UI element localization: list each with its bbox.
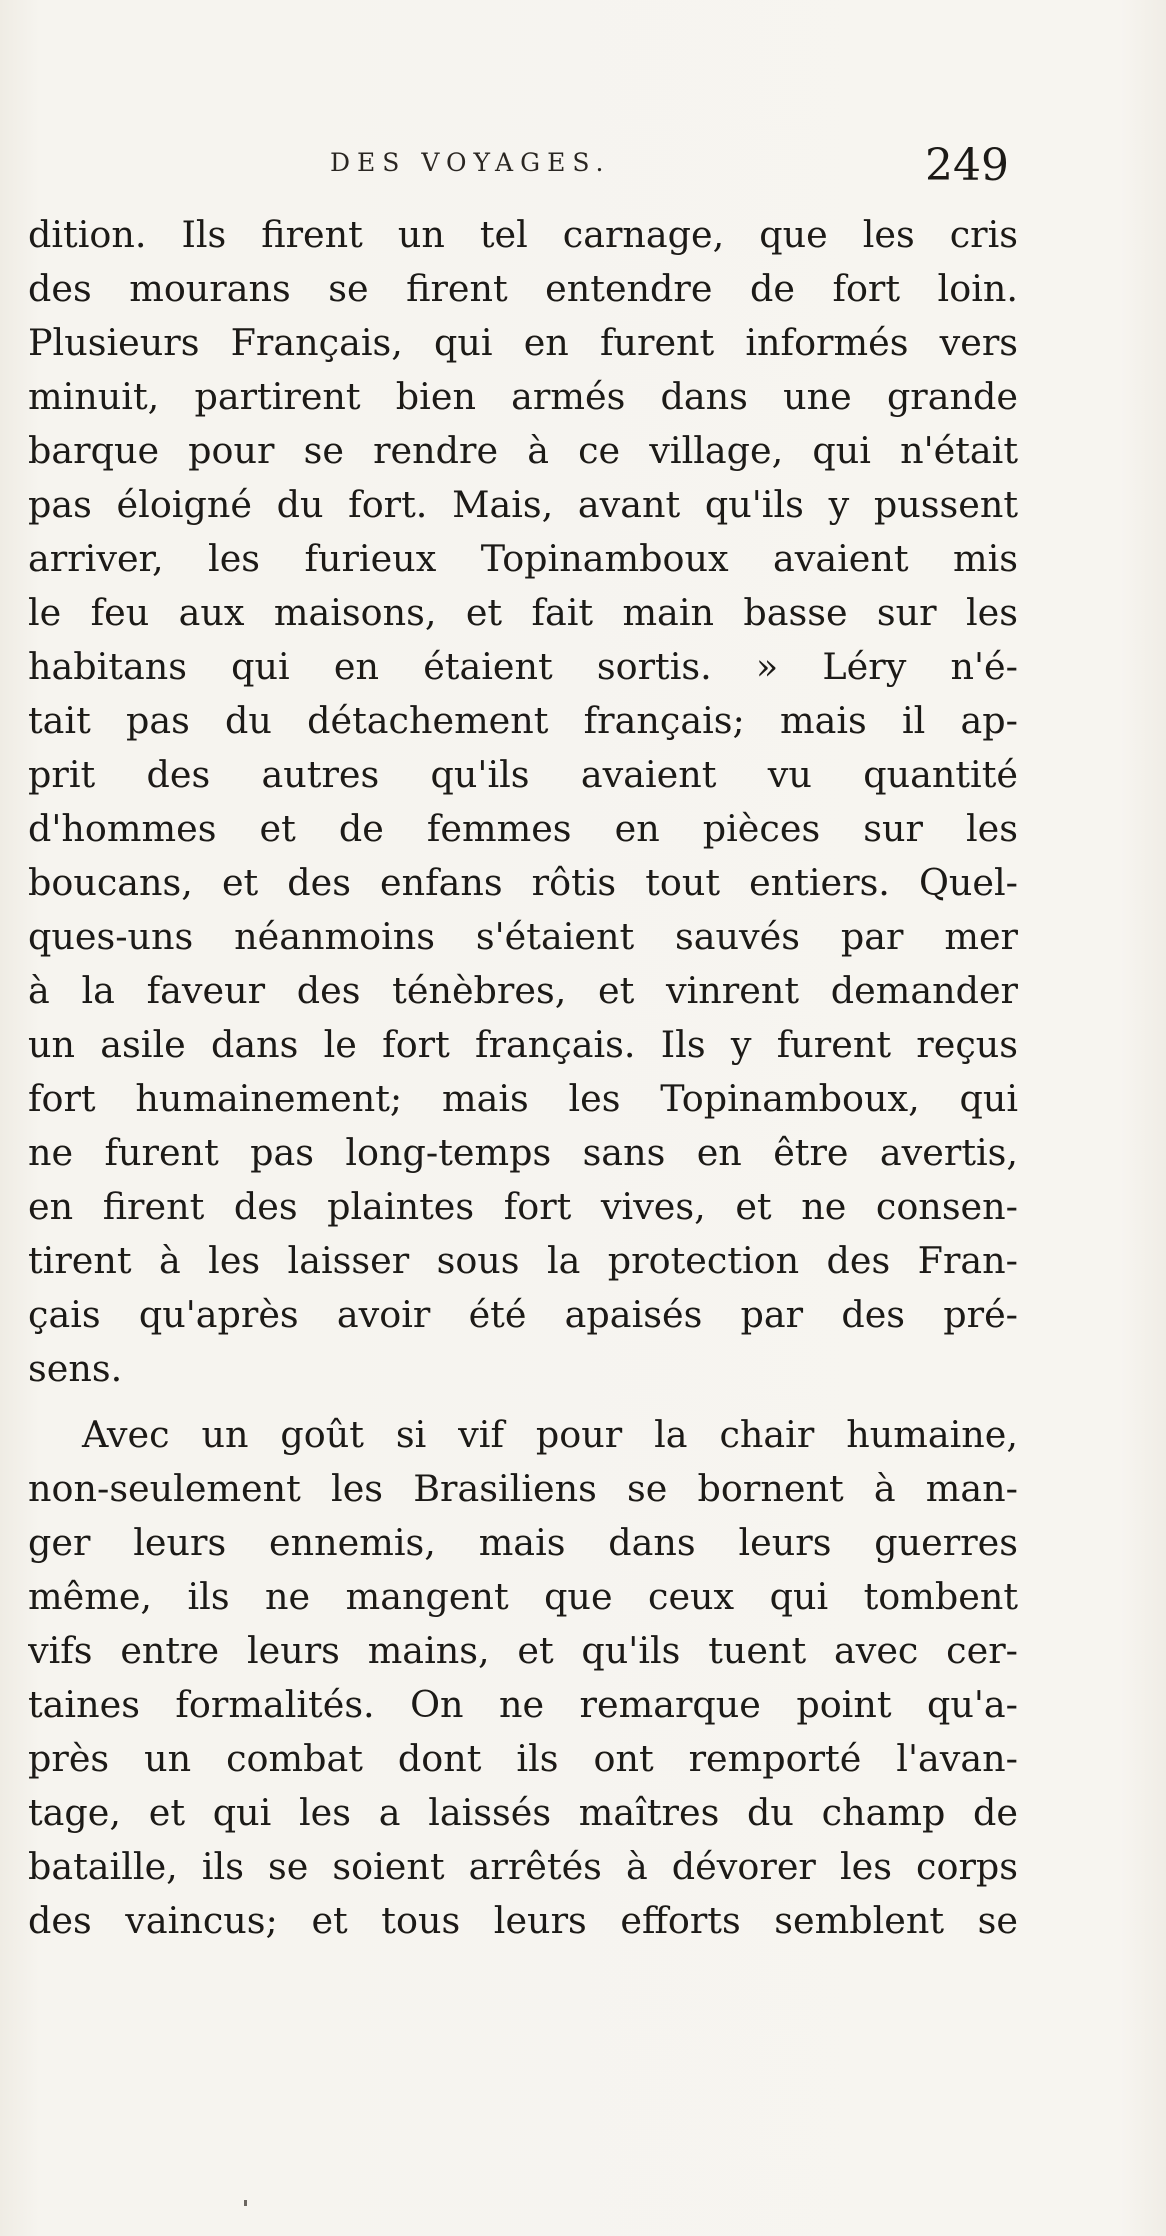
text-line: tait pas du détachement français; mais il ap- xyxy=(28,699,1018,742)
text-line: d'hommes et de femmes en pièces sur les xyxy=(28,807,1018,850)
text-line: vifs entre leurs mains, et qu'ils tuent avec cer- xyxy=(28,1629,1018,1672)
text-line: taines formalités. On ne remarque point qu'a- xyxy=(28,1683,1018,1726)
text-line: des vaincus; et tous leurs efforts semblent se xyxy=(28,1899,1018,1942)
paragraph-1 xyxy=(28,208,1018,1396)
text-line: non-seulement les Brasiliens se bornent à man- xyxy=(28,1467,1018,1510)
running-head-title: DES VOYAGES. xyxy=(330,148,611,177)
text-line: bataille, ils se soient arrêtés à dévorer les corps xyxy=(28,1845,1018,1888)
text-line: çais qu'après avoir été apaisés par des pré- xyxy=(28,1293,1018,1336)
text-line: près un combat dont ils ont remporté l'avan- xyxy=(28,1737,1018,1780)
text-line: ques-uns néanmoins s'étaient sauvés par mer xyxy=(28,915,1018,958)
paper-speck xyxy=(244,2200,247,2206)
text-line: barque pour se rendre à ce village, qui n'était xyxy=(28,429,1018,472)
body-text xyxy=(28,208,1018,1948)
text-line: en firent des plaintes fort vives, et ne consen- xyxy=(28,1185,1018,1228)
text-line: boucans, et des enfans rôtis tout entiers. Quel- xyxy=(28,861,1018,904)
text-line: le feu aux maisons, et fait main basse sur les xyxy=(28,591,1018,634)
text-line: ger leurs ennemis, mais dans leurs guerres xyxy=(28,1521,1018,1564)
text-line: fort humainement; mais les Topinamboux, qui xyxy=(28,1077,1018,1120)
text-line: à la faveur des ténèbres, et vinrent demander xyxy=(28,969,1018,1012)
text-line: arriver, les furieux Topinamboux avaient mis xyxy=(28,537,1018,580)
text-line: même, ils ne mangent que ceux qui tombent xyxy=(28,1575,1018,1618)
text-line: habitans qui en étaient sortis. » Léry n'é- xyxy=(28,645,1018,688)
text-line: dition. Ils firent un tel carnage, que les cris xyxy=(28,213,1018,256)
text-line: des mourans se firent entendre de fort loin. xyxy=(28,267,1018,310)
page-number: 249 xyxy=(925,140,1009,191)
text-line: un asile dans le fort français. Ils y furent reçus xyxy=(28,1023,1018,1066)
text-line: tage, et qui les a laissés maîtres du champ de xyxy=(28,1791,1018,1834)
paragraph-2 xyxy=(28,1408,1018,1948)
text-line: Avec un goût si vif pour la chair humaine, xyxy=(82,1413,1018,1456)
running-head xyxy=(0,140,1166,200)
text-line: minuit, partirent bien armés dans une grande xyxy=(28,375,1018,418)
text-line: Plusieurs Français, qui en furent informés vers xyxy=(28,321,1018,364)
text-line: pas éloigné du fort. Mais, avant qu'ils y pussent xyxy=(28,483,1018,526)
text-line: sens. xyxy=(28,1347,123,1390)
text-line: tirent à les laisser sous la protection des Fran- xyxy=(28,1239,1018,1282)
text-line: prit des autres qu'ils avaient vu quantité xyxy=(28,753,1018,796)
text-line: ne furent pas long-temps sans en être avertis, xyxy=(28,1131,1018,1174)
